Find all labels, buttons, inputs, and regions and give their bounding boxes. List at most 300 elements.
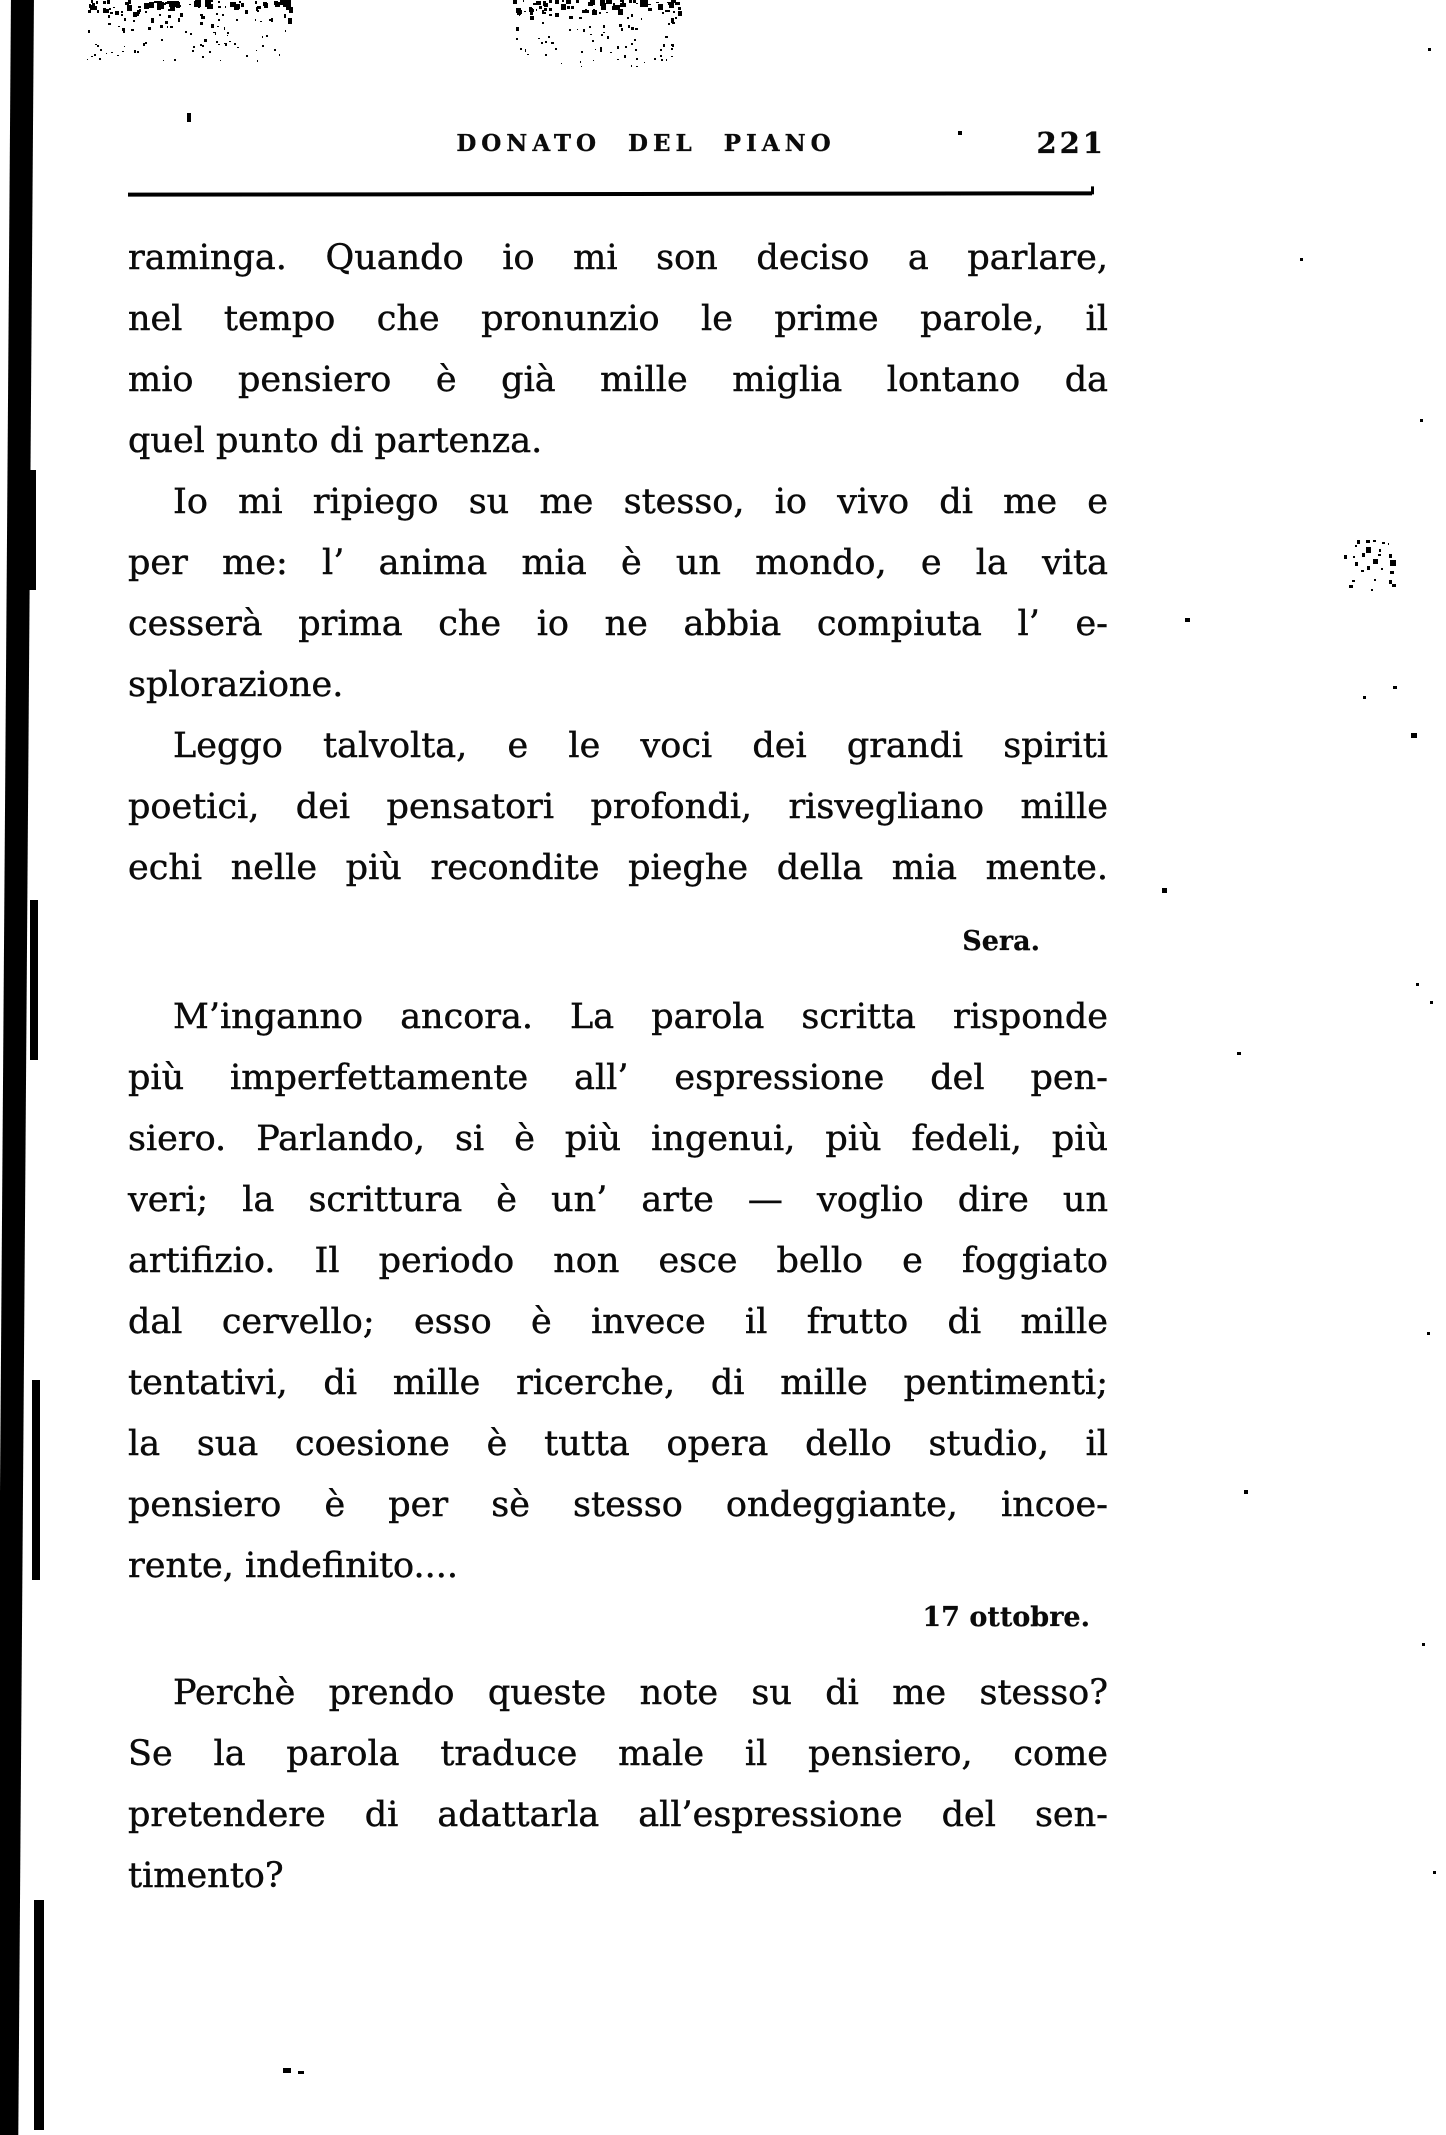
scan-noise-speck [525,49,527,50]
scan-noise-speck [628,25,630,28]
scan-noise-speck [133,20,135,22]
scan-noise-speck [115,11,118,15]
scan-noise-speck [549,14,552,17]
header-rule [128,191,1092,196]
scan-noise-speck [205,1,210,6]
scan-noise-speck [648,4,650,6]
scan-noise-speck [106,9,109,13]
scan-noise-speck [224,43,226,44]
scan-noise-speck [549,8,552,12]
scan-noise-speck [145,3,149,6]
scan-noise-speck [622,0,624,3]
scan-noise-speck [545,41,547,43]
scan-noise-speck [125,2,129,5]
scan-noise-speck [97,45,99,46]
scan-noise-speck [606,0,612,4]
scan-noise-speck [215,33,217,35]
scan-noise-speck [204,39,206,42]
scan-noise-speck [139,9,142,12]
scan-noise-speck [298,2071,304,2074]
scan-noise-speck [96,1,98,4]
scan-noise-speck [227,35,229,37]
scan-noise-speck [678,11,682,16]
scan-noise-speck [538,38,540,39]
scan-noise-speck [617,46,619,49]
scan-noise-speck [1366,540,1370,543]
scan-noise-speck [536,9,538,10]
scan-noise-speck [122,28,125,31]
scan-noise-speck [613,3,616,6]
scan-noise-speck [635,28,638,30]
scan-noise-speck [99,58,101,60]
scan-noise-speck [234,5,239,10]
scan-noise-speck [91,56,93,57]
scan-noise-speck [675,2,681,6]
scan-noise-speck [160,2,164,8]
scan-noise-speck [239,1,241,4]
scan-noise-speck [1344,555,1347,559]
scan-noise-speck [599,12,601,14]
text-line: Se la parola traduce male il pensiero, come [128,1734,1108,1774]
scan-noise-speck [207,6,212,9]
scan-noise-speck [262,45,264,47]
scan-noise-speck [523,0,525,2]
scan-noise-speck [600,0,605,6]
scan-noise-speck [636,3,638,5]
scan-noise-speck [133,12,137,18]
scan-noise-speck [127,5,132,11]
text-line: tentativi, di mille ricerche, di mille pentimenti; [128,1363,1108,1403]
scan-noise-speck [137,51,139,53]
scan-noise-speck [117,55,119,56]
scan-noise-speck [593,60,595,61]
scan-noise-speck [260,21,262,22]
scan-noise-speck [164,3,166,4]
scan-noise-speck [285,0,291,5]
scan-noise-speck [576,0,579,3]
scan-noise-speck [131,29,134,31]
scan-noise-speck [1244,1490,1248,1494]
scan-noise-speck [1237,1052,1241,1055]
scan-noise-speck [185,31,187,33]
scan-noise-speck [165,21,168,23]
scan-noise-speck [673,11,675,13]
scan-noise-speck [170,26,173,28]
scan-noise-speck [209,51,211,53]
scan-noise-speck [600,47,602,49]
scan-noise-speck [173,1,179,5]
scan-noise-speck [145,11,147,13]
scan-noise-speck [274,1,278,5]
scan-noise-speck [668,23,670,25]
text-line: rente, indefinito.... [128,1546,458,1586]
scan-noise-speck [200,44,202,46]
text-block [128,228,1108,1907]
scan-noise-speck [636,58,638,60]
text-line: pensiero è per sè stesso ondeggiante, incoe- [128,1485,1108,1525]
scan-noise-speck [516,8,521,13]
scan-noise-speck [1366,547,1371,553]
scan-noise-speck [658,4,663,10]
scan-noise-speck [569,16,573,19]
scan-noise-speck [671,18,675,23]
scan-noise-speck [589,26,591,28]
scan-noise-speck [517,12,521,15]
scan-noise-speck [274,49,276,51]
scan-noise-speck [87,59,89,60]
page-header [128,126,1108,170]
text-line: nel tempo che pronunzio le prime parole, il [128,299,1108,339]
scan-noise-speck [549,0,552,3]
scan-noise-speck [225,43,227,46]
scan-noise-speck [97,10,100,13]
scan-noise-speck [516,38,518,39]
scan-noise-speck [607,1,609,2]
scan-noise-speck [94,54,96,56]
scan-noise-speck [562,0,564,2]
scan-noise-speck [671,0,673,2]
scan-noise-speck [163,60,165,61]
scan-noise-speck [581,66,583,67]
scan-noise-speck [644,0,649,6]
scan-noise-speck [1373,559,1377,564]
scan-noise-speck [202,56,204,58]
scan-noise-speck [88,10,91,13]
scan-noise-speck [627,17,629,19]
scan-noise-speck [137,10,140,13]
scan-noise-speck [582,10,586,13]
scan-noise-speck [1388,543,1390,545]
scan-noise-speck [612,6,615,10]
scan-noise-speck [128,0,131,4]
scan-noise-speck [1357,540,1360,544]
scan-noise-speck [157,1,162,6]
scan-noise-speck [678,7,681,10]
section-heading-sera: Sera. [962,926,1040,957]
scan-noise-speck [634,39,636,42]
scan-noise-speck [218,19,220,21]
scan-gutter-bump [32,1380,40,1580]
scan-noise-speck [1378,554,1381,556]
scan-noise-speck [284,14,286,18]
scan-noise-speck [108,15,111,18]
scan-noise-speck [674,0,677,3]
scan-noise-speck [167,26,169,28]
scan-noise-speck [567,6,570,9]
scan-noise-speck [585,9,587,11]
scan-noise-speck [154,1,157,4]
scan-noise-speck [593,9,596,11]
scan-noise-speck [624,55,626,57]
scan-noise-speck [91,0,93,3]
scan-noise-speck [266,35,268,37]
scan-noise-speck [255,19,257,20]
scan-noise-speck [193,46,195,48]
scan-noise-speck [229,41,231,42]
scan-noise-speck [256,50,258,52]
scan-noise-speck [170,1,172,2]
scan-noise-speck [1379,550,1381,552]
scan-noise-speck [603,25,605,28]
scan-noise-speck [1353,556,1355,557]
scan-noise-speck [103,8,106,13]
scan-noise-speck [1433,1871,1436,1874]
scan-noise-speck [1428,48,1431,51]
scan-noise-speck [280,0,286,5]
scan-noise-speck [121,14,123,16]
scan-noise-speck [671,0,673,2]
scan-noise-speck [179,5,181,7]
scan-noise-speck [590,34,592,35]
scan-noise-speck [218,1,220,3]
scan-noise-speck [195,0,200,4]
text-line: cesserà prima che io ne abbia compiuta l’ e- [128,604,1108,644]
scan-noise-speck [629,0,632,2]
text-line: siero. Parlando, si è più ingenui, più fedeli, più [128,1119,1108,1159]
scan-noise-speck [202,45,204,48]
scan-noise-speck [168,9,171,11]
scan-noise-speck [600,50,602,52]
scan-noise-speck [661,59,663,60]
text-line: veri; la scrittura è un’ arte — voglio dire un [128,1180,1108,1220]
scan-noise-speck [161,39,163,41]
scan-noise-speck [601,3,606,10]
scan-noise-speck [581,51,583,53]
scan-noise-speck [588,2,594,6]
scan-noise-speck [620,0,622,2]
scan-noise-speck [171,7,174,9]
scan-noise-speck [1371,589,1373,591]
scan-noise-speck [88,30,90,32]
scan-noise-speck [607,0,610,4]
scan-noise-speck [269,19,271,21]
scan-noise-speck [541,42,543,44]
scan-noise-speck [1390,571,1394,574]
scan-noise-speck [95,44,97,45]
scan-noise-speck [91,6,94,8]
scan-noise-speck [617,59,619,60]
scan-noise-speck [1382,542,1385,544]
scan-noise-speck [137,14,139,16]
scan-noise-speck [667,2,670,4]
scan-noise-speck [241,3,245,7]
scan-noise-speck [200,14,203,16]
scan-noise-speck [1393,686,1397,689]
scan-noise-speck [580,61,582,63]
scan-noise-speck [529,7,533,12]
scan-noise-speck [288,18,292,23]
paragraph-2 [128,472,1108,716]
scan-noise-speck [648,8,653,11]
scan-noise-speck [200,22,203,25]
scan-noise-speck [644,62,646,63]
scan-noise-speck [279,54,281,56]
text-line: dal cervello; esso è invece il frutto di mille [128,1302,1108,1342]
scan-noise-speck [1411,733,1417,738]
text-line: poetici, dei pensatori profondi, risvegliano mille [128,787,1108,827]
scan-noise-speck [148,27,150,30]
scan-noise-speck [601,34,603,36]
scan-noise-speck [625,46,627,49]
scan-noise-speck [111,52,113,53]
scan-noise-speck [618,9,623,15]
scan-noise-speck [285,30,287,32]
scan-noise-speck [216,41,218,43]
scan-noise-speck [220,60,222,62]
scan-noise-speck [234,43,236,45]
scan-noise-speck [90,5,94,9]
scan-noise-speck [190,33,192,35]
scan-noise-speck [216,13,218,15]
text-line: più imperfettamente all’ espressione del pen- [128,1058,1108,1098]
scan-noise-speck [286,3,291,10]
paragraph-4 [128,987,1108,1597]
scan-noise-speck [620,3,625,7]
scan-noise-speck [530,12,534,15]
scan-noise-speck [1352,580,1355,582]
scan-noise-speck [1392,584,1396,587]
scan-noise-speck [149,2,154,8]
scan-noise-speck [1373,540,1376,542]
scan-noise-speck [619,24,621,27]
scan-noise-speck [669,2,674,8]
scan-noise-speck [544,3,548,7]
scan-noise-speck [113,7,115,9]
scan-noise-speck [603,32,605,33]
scan-noise-speck [211,0,213,1]
scan-noise-speck [178,18,181,22]
scan-noise-speck [672,22,675,24]
scan-noise-speck [236,19,238,21]
scan-noise-speck [640,0,645,7]
scan-noise-speck [1390,560,1396,566]
scan-noise-speck [218,6,221,8]
scan-noise-speck [536,1,540,5]
scan-noise-speck [641,18,643,20]
text-line: Io mi ripiego su me stesso, io vivo di me e [173,482,1108,522]
scan-noise-speck [275,2,280,7]
scan-noise-speck [519,14,521,15]
scan-noise-speck [224,27,226,29]
scan-noise-speck [666,59,668,61]
scan-noise-speck [1355,562,1358,566]
scan-noise-speck [256,8,258,11]
scan-noise-speck [1349,585,1353,589]
scan-noise-speck [107,0,109,4]
scan-noise-speck [555,48,557,50]
scan-noise-speck [619,14,621,15]
text-line: per me: l’ anima mia è un mondo, e la vita [128,543,1108,583]
scan-noise-speck [561,4,566,10]
text-line: pretendere di adattarla all’espressione del sen- [128,1795,1108,1835]
scan-noise-speck [151,18,154,23]
scan-noise-speck [1389,554,1392,558]
text-line: splorazione. [128,665,344,705]
scan-noise-speck [520,48,522,50]
page-number: 221 [1036,126,1106,160]
scan-noise-speck [577,29,579,31]
scan-noise-speck [205,0,210,7]
scan-noise-speck [516,27,519,31]
scan-noise-speck [189,4,191,5]
scan-noise-speck [621,28,623,31]
running-title: DONATO DEL PIANO [456,130,836,157]
scan-noise-speck [524,11,526,12]
text-line: timento? [128,1856,284,1896]
scan-noise-speck [277,4,279,7]
scan-noise-speck [195,0,201,7]
scan-noise-speck [607,36,610,40]
scan-noise-speck [633,0,636,3]
scan-noise-speck [1420,419,1423,422]
scan-noise-speck [571,6,574,9]
scan-noise-speck [636,66,638,67]
scan-noise-speck [660,4,662,6]
scan-noise-speck [1363,696,1366,699]
scan-noise-speck [145,42,147,44]
scan-noise-speck [631,43,633,46]
scan-noise-speck [671,56,673,57]
scan-noise-speck [257,6,261,9]
text-line: M’inganno ancora. La parola scritta risponde [173,997,1108,1037]
scan-noise-speck [160,25,163,28]
scan-noise-speck [1416,983,1419,986]
scan-noise-speck [671,48,673,50]
scan-noise-speck [513,0,517,4]
scan-noise-speck [192,50,194,52]
scan-noise-speck [227,32,229,34]
scan-noise-speck [230,2,235,7]
scan-noise-speck [545,54,547,55]
scan-noise-speck [660,49,662,51]
scan-noise-speck [585,10,589,13]
scan-noise-speck [170,5,175,11]
scan-noise-speck [217,26,219,27]
scan-noise-speck [539,6,542,8]
scan-noise-speck [671,44,673,46]
scan-noise-speck [569,29,571,31]
scan-noise-speck [264,3,268,8]
scan-noise-speck [592,10,596,16]
scan-noise-speck [579,17,581,19]
scan-noise-speck [205,0,211,4]
scan-noise-speck [518,10,522,14]
scan-noise-speck [595,49,597,50]
scan-noise-speck [544,8,546,11]
scan-noise-speck [533,3,537,6]
scan-noise-speck [225,6,227,8]
scan-noise-speck [668,2,671,5]
scan-noise-speck [543,1,546,5]
scan-noise-speck [1367,566,1370,570]
scan-noise-speck [665,36,667,38]
scan-noise-speck [660,55,662,57]
text-line: artifizio. Il periodo non esce bello e foggiato [128,1241,1108,1281]
scan-noise-speck [1361,570,1363,571]
scan-noise-speck [94,6,96,9]
scan-noise-speck [255,1,257,4]
scan-noise-speck [612,7,615,9]
scan-noise-speck [89,4,92,8]
scan-noise-speck [108,23,111,25]
scan-noise-speck [246,55,248,57]
scan-gutter-bump [26,150,32,240]
scan-noise-speck [195,0,198,2]
scan-noise-speck [583,29,585,31]
scan-noise-speck [658,5,660,8]
scan-gutter-shadow [0,0,34,2135]
scan-noise-speck [610,52,612,53]
